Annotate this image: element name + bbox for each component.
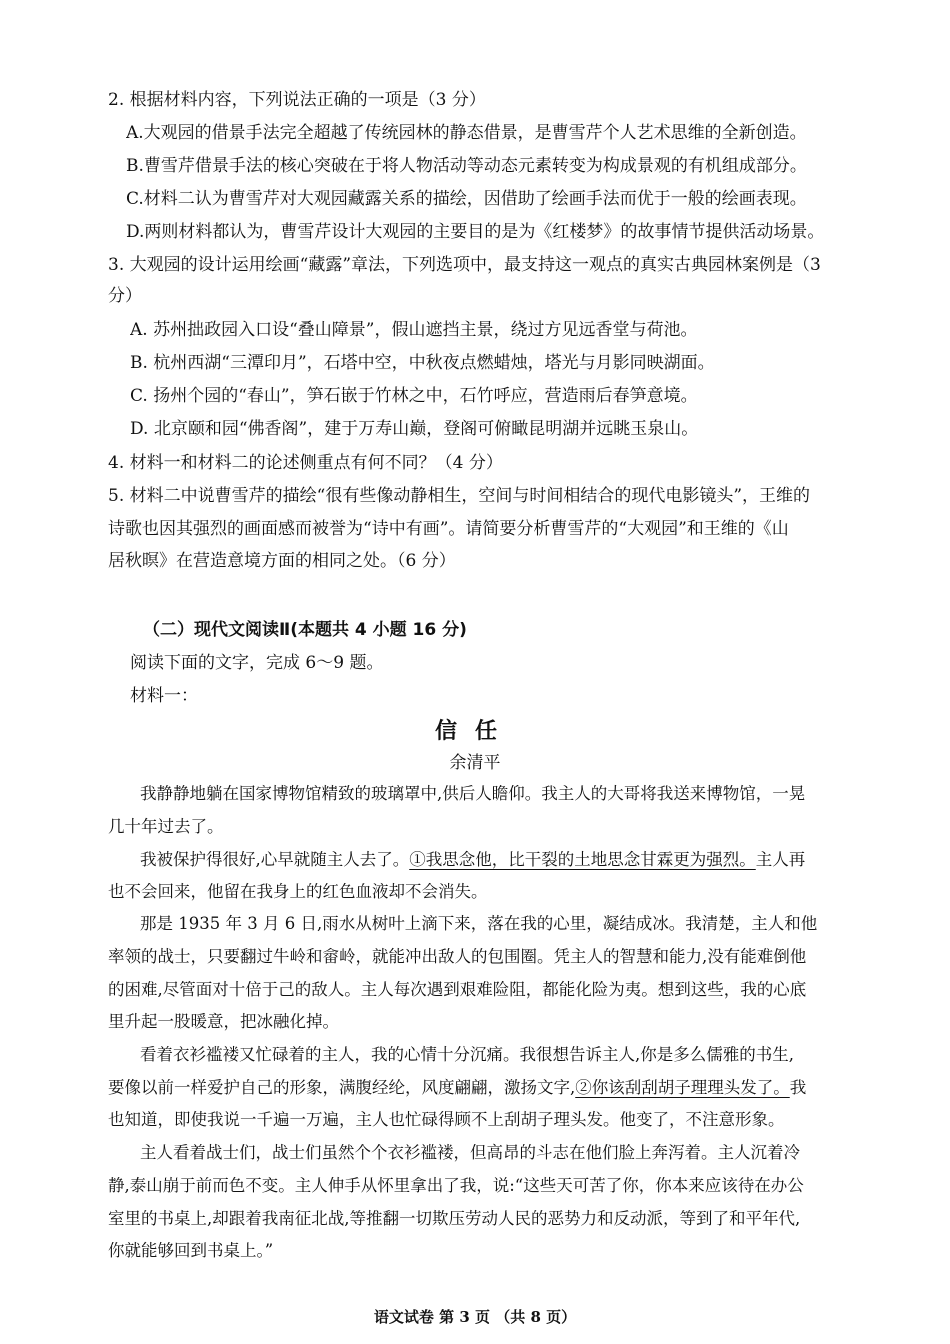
q3-option-d: D. 北京颐和园“佛香阁”，建于万寿山巅，登阁可俯瞰昆明湖并远眺玉泉山。 [130,419,699,439]
q3-option-a: A. 苏州拙政园入口设“叠山障景”，假山遮挡主景，绕过方见远香堂与荷池。 [130,320,698,340]
story-paragraph-3: 那是 1935 年 3 月 6 日,雨水从树叶上滴下来，落在我的心里，凝结成冰。我清楚，主人和他 [140,914,818,933]
story-paragraph-3-l4: 里升起一股暖意，把冰融化掉。 [108,1012,339,1031]
story-text: 要像以前一样爱护自己的形象，满腹经纶，风度翩翩，激扬文字, [108,1078,576,1097]
q3-option-b: B. 杭州西湖“三潭印月”，石塔中空，中秋夜点燃蜡烛，塔光与月影同映湖面。 [130,353,715,373]
section-instruction: 阅读下面的文字，完成 6～9 题。 [130,653,384,673]
section-heading: （二）现代文阅读Ⅱ(本题共 4 小题 16 分) [143,620,467,640]
q4-stem: 4. 材料一和材料二的论述侧重点有何不同？（4 分） [108,453,503,473]
q2-option-d: D.两则材料都认为，曹雪芹设计大观园的主要目的是为《红楼梦》的故事情节提供活动场景。 [126,222,825,242]
story-text: 主人再 [755,850,806,869]
underlined-sentence-1: ①我思念他，比干裂的土地思念甘霖更为强烈。 [409,850,756,869]
page-footer: 语文试卷 第 3 页 （共 8 页） [373,1308,577,1326]
story-paragraph-5-l3: 室里的书桌上,却跟着我南征北战,等推翻一切欺压劳动人民的恶势力和反动派，等到了和平年代, [108,1209,801,1228]
story-paragraph-3-l3: 的困难,尽管面对十倍于己的敌人。主人每次遇到艰难险阻，都能化险为夷。想到这些，我的心底 [108,980,807,999]
story-text: 我被保护得很好,心早就随主人去了。 [140,850,410,869]
story-paragraph-4: 看着衣衫褴褛又忙碌着的主人，我的心情十分沉痛。我很想告诉主人,你是多么儒雅的书生, [140,1045,794,1064]
q2-stem: 2. 根据材料内容，下列说法正确的一项是（3 分） [108,90,486,110]
q2-option-b: B.曹雪芹借景手法的核心突破在于将人物活动等动态元素转变为构成景观的有机组成部分。 [126,156,807,176]
story-paragraph-4-l3: 也知道，即使我说一千遍一万遍，主人也忙碌得顾不上刮胡子理头发。他变了，不注意形象。 [108,1110,785,1129]
q5-stem: 5. 材料二中说曹雪芹的描绘“很有些像动静相生，空间与时间相结合的现代电影镜头”，王维的 [108,486,811,506]
q3-stem: 3. 大观园的设计运用绘画“藏露”章法，下列选项中，最支持这一观点的真实古典园林案例是（3 [108,255,821,275]
story-paragraph-1: 我静静地躺在国家博物馆精致的玻璃罩中,供后人瞻仰。我主人的大哥将我送来博物馆，一晃 [140,784,806,803]
story-author: 余清平 [449,753,501,773]
underlined-sentence-2: ②你该刮刮胡子理理头发了。 [575,1078,790,1097]
q5-stem-end: 居秋暝》在营造意境方面的相同之处。（6 分） [108,551,456,571]
material-label: 材料一： [130,686,198,706]
story-paragraph-5-l4: 你就能够回到书桌上。” [108,1241,274,1260]
story-paragraph-2 [140,848,840,872]
story-paragraph-5-l2: 静,泰山崩于前而色不变。主人伸手从怀里拿出了我，说:“这些天可苦了你，你本来应该待在办公 [108,1176,804,1195]
q2-option-c: C.材料二认为曹雪芹对大观园藏露关系的描绘，因借助了绘画手法而优于一般的绘画表现。 [126,189,807,209]
q3-stem-cont: 分） [108,286,142,306]
story-paragraph-1-cont: 几十年过去了。 [108,817,224,836]
story-text: 我 [789,1078,807,1097]
q2-option-a: A.大观园的借景手法完全超越了传统园林的静态借景，是曹雪芹个人艺术思维的全新创造。 [126,123,807,143]
story-paragraph-5: 主人看着战士们，战士们虽然个个衣衫褴褛，但高昂的斗志在他们脸上奔泻着。主人沉着冷 [140,1143,800,1162]
q3-option-c: C. 扬州个园的“春山”，笋石嵌于竹林之中，石竹呼应，营造雨后春笋意境。 [130,386,698,406]
q5-stem-cont: 诗歌也因其强烈的画面感而被誉为“诗中有画”。请简要分析曹雪芹的“大观园”和王维的《山 [108,519,789,539]
story-paragraph-3-l2: 率领的战士，只要翻过牛岭和畲岭，就能冲出敌人的包围圈。凭主人的智慧和能力,没有能难倒他 [108,947,807,966]
story-paragraph-2-cont: 也不会回来，他留在我身上的红色血液却不会消失。 [108,882,488,901]
story-paragraph-4-l2 [108,1076,838,1100]
story-title: 信任 [434,719,515,744]
